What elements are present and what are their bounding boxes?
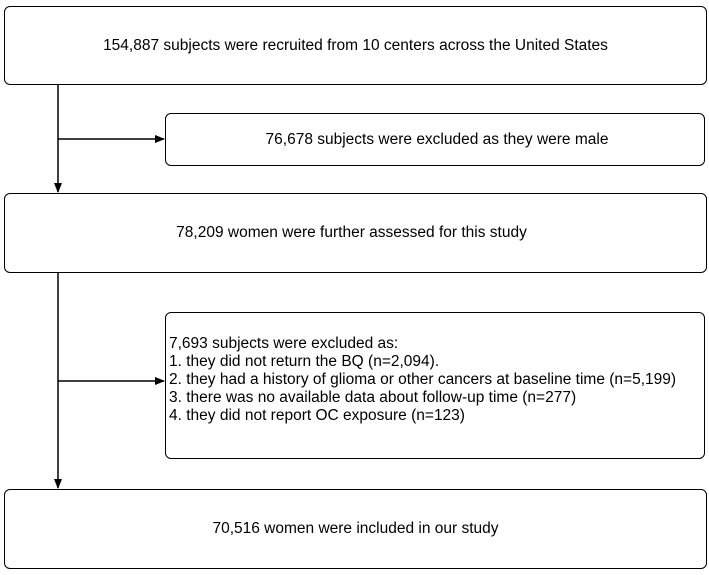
excluded-male-box bbox=[165, 113, 705, 166]
assessed-text: 78,209 women were further assessed for this study bbox=[176, 224, 527, 241]
recruited-text: 154,887 subjects were recruited from 10 centers across the United States bbox=[103, 36, 608, 54]
exclusion-item-4: 4. they did not report OC exposure (n=123) bbox=[169, 407, 465, 424]
excluded-male-text: 76,678 subjects were excluded as they were male bbox=[265, 130, 609, 148]
exclusion-item-1: 1. they did not return the BQ (n=2,094). bbox=[169, 353, 440, 370]
included-text: 70,516 women were included in our study bbox=[212, 520, 499, 537]
exclusion-item-3: 3. there was no available data about follow-up time (n=277) bbox=[169, 389, 577, 406]
recruited-box bbox=[4, 6, 707, 85]
excluded-criteria-box bbox=[165, 312, 705, 459]
exclusion-item-2: 2. they had a history of glioma or other cancers at baseline time (n=5,199) bbox=[169, 371, 677, 388]
excluded-criteria-heading: 7,693 subjects were excluded as: bbox=[169, 335, 399, 352]
assessed-box bbox=[4, 193, 707, 273]
included-box bbox=[4, 489, 707, 569]
